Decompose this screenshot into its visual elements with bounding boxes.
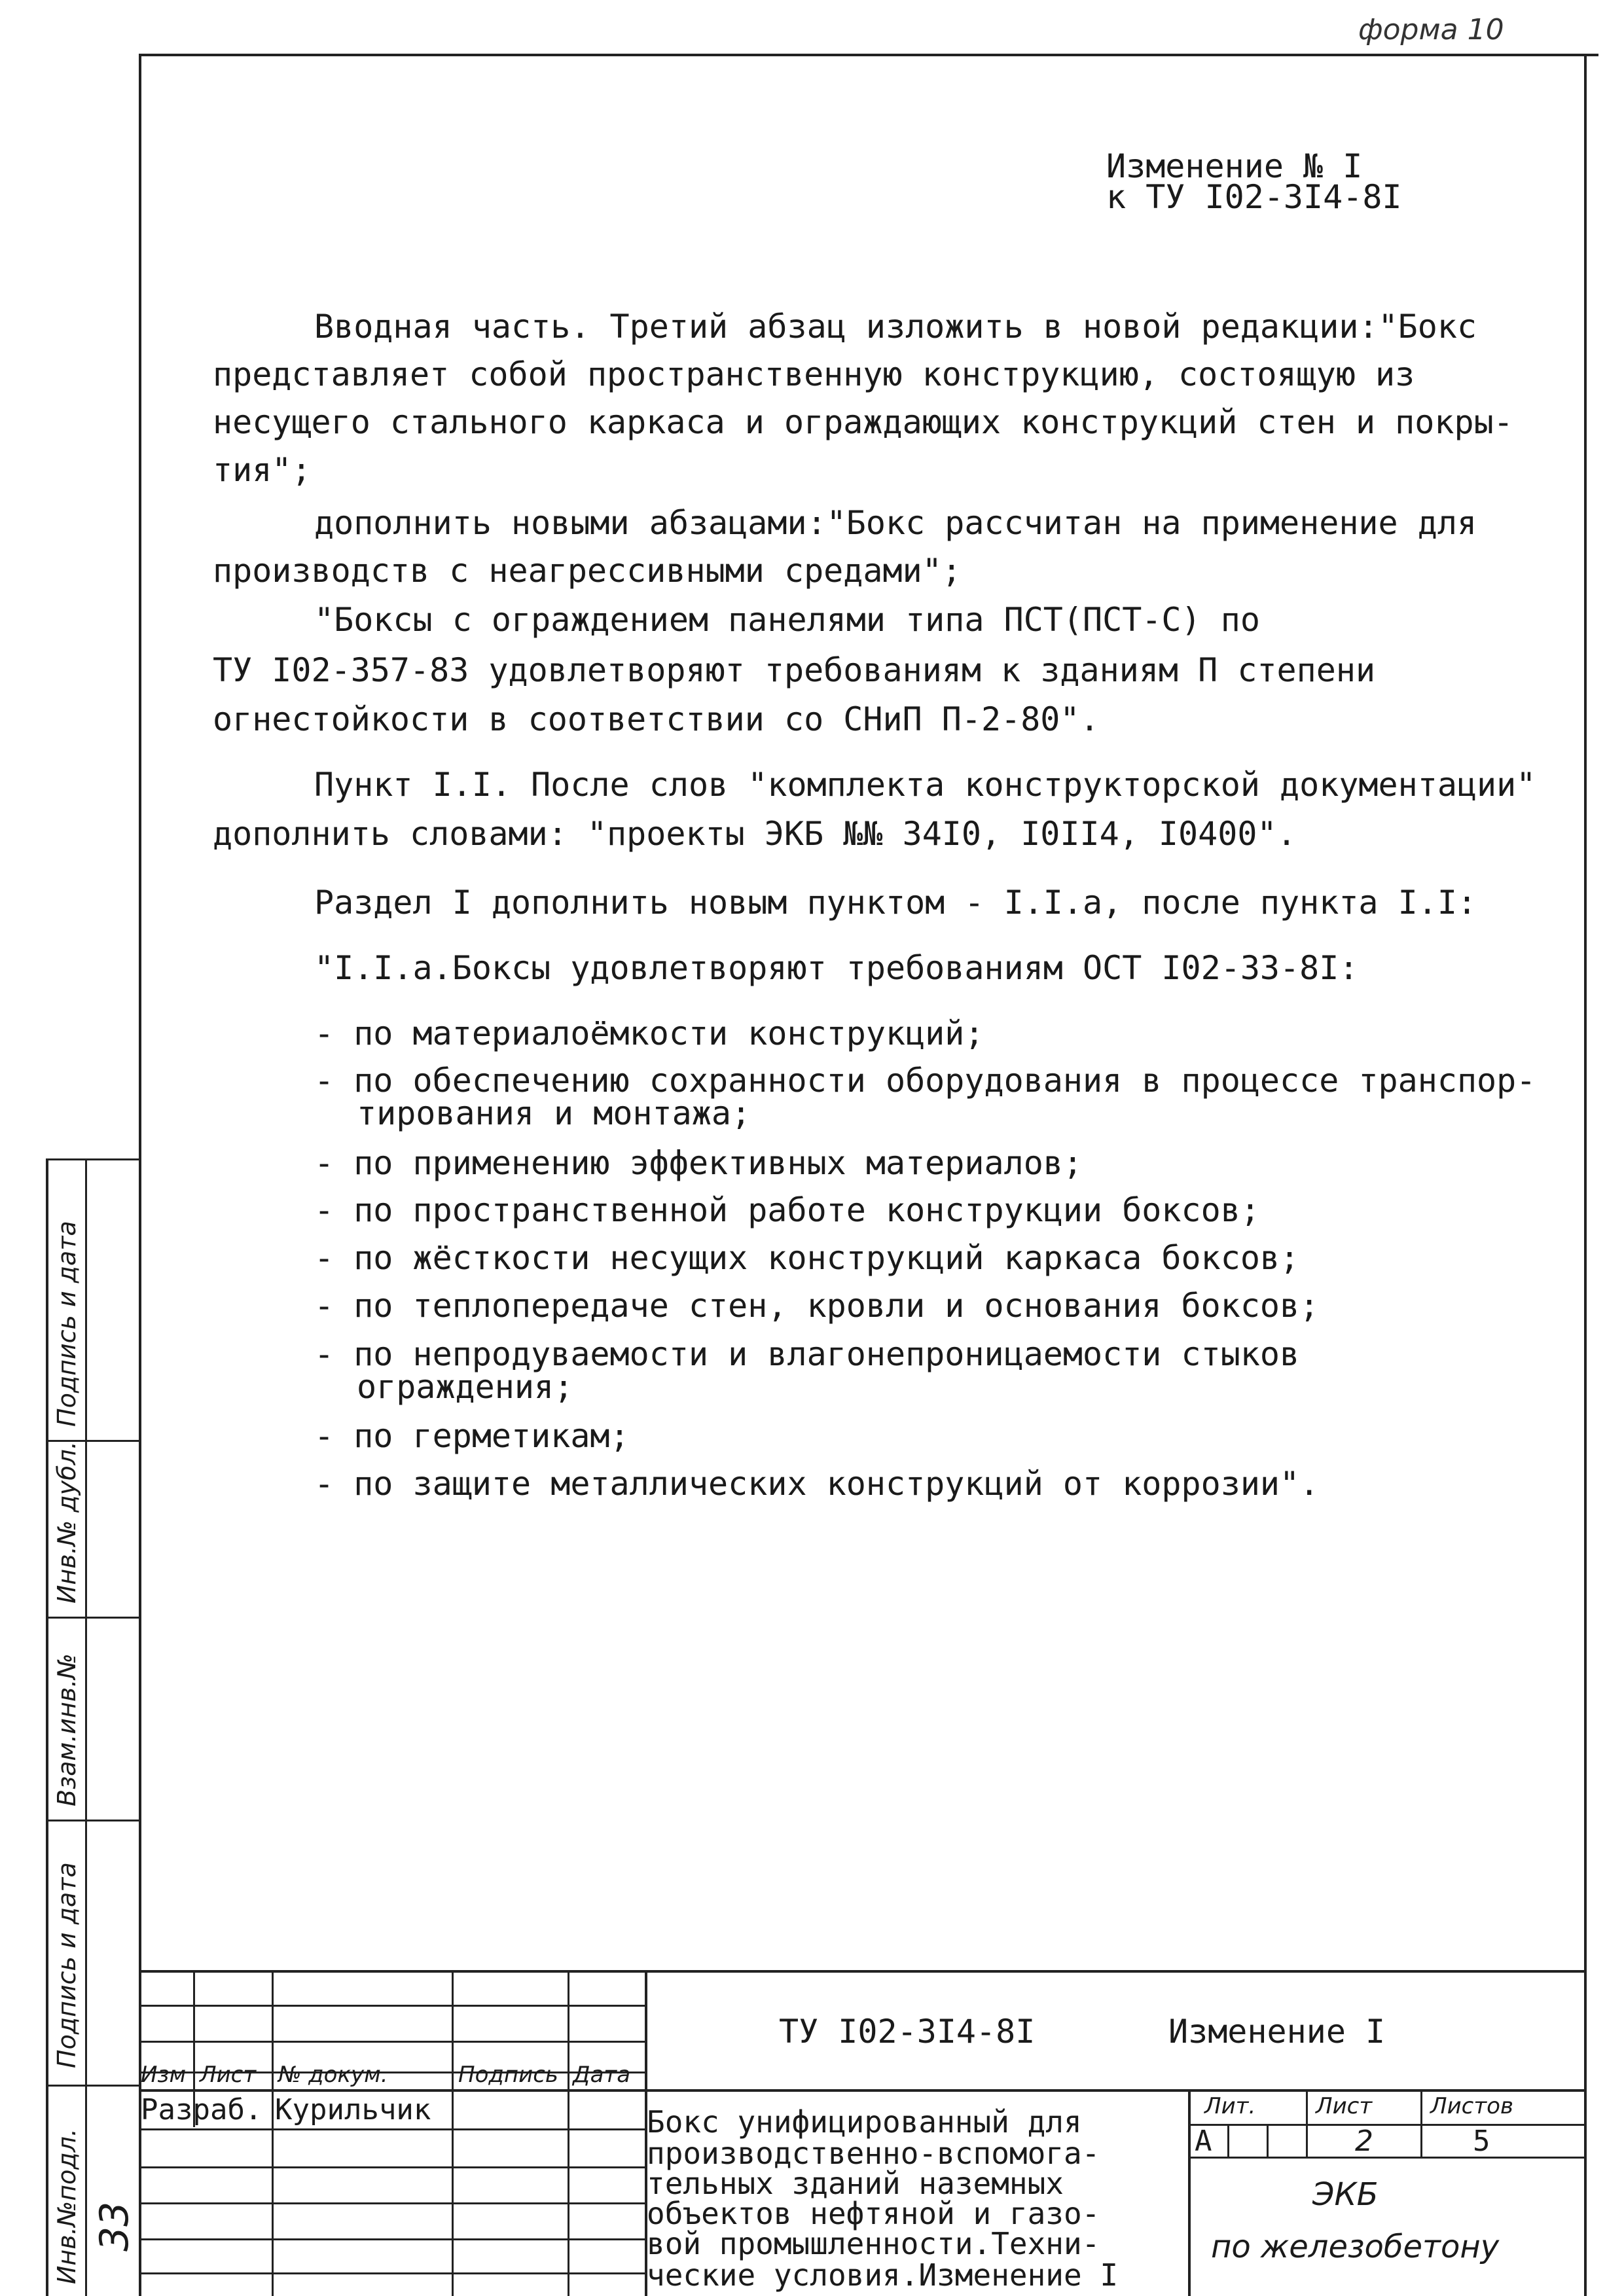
frame-left — [139, 54, 141, 2296]
vzam-inv-label: Взам.инв.№ — [52, 1653, 81, 1806]
list-item-continuation: ограждения; — [357, 1368, 574, 1406]
tb-lit-cell — [1267, 2124, 1269, 2158]
tb-right-row — [1188, 2124, 1587, 2126]
tb-org-line2: по железобетону — [1211, 2229, 1500, 2265]
body-line: Пункт I.I. После слов "комплекта конструкторской документации" — [314, 766, 1536, 804]
tb-row — [139, 2041, 646, 2043]
list-item: - по герметикам; — [314, 1417, 630, 1455]
tb-col — [452, 1970, 454, 2296]
tb-developer-role: Разраб. — [141, 2093, 262, 2126]
body-line: "Боксы с ограждением панелями типа ПСТ(ПСТ-С) по — [314, 601, 1260, 639]
body-line: "I.I.а.Боксы удовлетворяют требованиям ОСТ I02-33-8I: — [314, 949, 1359, 987]
list-item: - по пространственной работе конструкции боксов; — [314, 1191, 1260, 1229]
tb-row — [139, 2272, 646, 2274]
body-line: представляет собой пространственную конструкцию, состоящую из — [213, 355, 1415, 393]
body-line: тия"; — [213, 451, 312, 489]
side-strip-top — [46, 1158, 141, 1160]
tb-col-header: Подпись — [458, 2062, 558, 2088]
tb-sheet-value: 2 — [1355, 2125, 1373, 2158]
tb-sheets-value: 5 — [1473, 2125, 1490, 2158]
inv-dup-label: Инв.№ дубл. — [52, 1441, 81, 1604]
frame-right — [1584, 54, 1587, 2296]
tb-right-col — [1306, 2089, 1308, 2158]
tb-col-header: Дата — [573, 2062, 631, 2088]
sig-date-label-top: Подпись и дата — [52, 1221, 81, 1427]
tb-col-header: Изм — [141, 2062, 187, 2088]
body-line: Вводная часть. Третий абзац изложить в новой редакции:"Бокс — [314, 308, 1477, 346]
body-line: ТУ I02-357-83 удовлетворяют требованиям к зданиям П степени — [213, 651, 1376, 689]
side-strip-sep — [46, 1820, 141, 1821]
body-line: Раздел I дополнить новым пунктом - I.I.а, после пункта I.I: — [314, 884, 1477, 922]
form-number-note: форма 10 — [1358, 13, 1504, 46]
tb-row — [139, 2202, 646, 2204]
frame-top — [139, 54, 1598, 56]
tb-desc-line: ческие условия.Изменение I — [647, 2257, 1119, 2293]
body-line: производств с неагрессивными средами"; — [213, 552, 962, 590]
tb-desc-line: производственно-вспомога- — [647, 2136, 1100, 2171]
list-item: - по жёсткости несущих конструкций каркаса боксов; — [314, 1239, 1300, 1277]
tb-top — [139, 1970, 1587, 1973]
tb-developer-name: Курильчик — [275, 2093, 431, 2126]
list-item: - по материалоёмкости конструкций; — [314, 1014, 984, 1052]
tb-lit-cell — [1227, 2124, 1229, 2158]
tb-doc-code: ТУ I02-3I4-8I — [779, 2013, 1036, 2051]
tb-org-line1: ЭКБ — [1312, 2176, 1379, 2213]
tb-right-col — [1188, 2089, 1191, 2296]
tb-lit-value: А — [1195, 2125, 1212, 2158]
tb-desc-line: вой промышленности.Техни- — [647, 2226, 1100, 2261]
tb-desc-line: объектов нефтяной и газо- — [647, 2196, 1100, 2231]
body-line: дополнить новыми абзацами:"Бокс рассчитан на применение для — [314, 504, 1477, 542]
tb-col-header: № докум. — [278, 2062, 388, 2088]
list-item: - по непродуваемости и влагонепроницаемости стыков — [314, 1335, 1300, 1373]
tb-right-col — [1420, 2089, 1422, 2158]
tb-row — [139, 2005, 646, 2007]
inv-orig-label: Инв.№подл. — [52, 2128, 81, 2284]
change-header-line1: Изменение № I — [1106, 147, 1363, 185]
tb-col — [568, 1970, 569, 2296]
list-item: - по защите металлических конструкций от коррозии". — [314, 1465, 1320, 1503]
side-strip-sep — [46, 2085, 141, 2087]
tb-sheet-label: Лист — [1316, 2093, 1373, 2119]
body-line: огнестойкости в соответствии со СНиП П-2-80". — [213, 700, 1100, 738]
sig-date-label-bottom: Подпись и дата — [52, 1862, 81, 2068]
tb-row — [139, 2166, 646, 2168]
body-line: дополнить словами: "проекты ЭКБ №№ 34I0, I0II4, I0400". — [213, 815, 1297, 853]
tb-desc-line: тельных зданий наземных — [647, 2166, 1064, 2201]
list-item: - по обеспечению сохранности оборудования в процессе транспор- — [314, 1062, 1536, 1100]
tb-col — [272, 1970, 274, 2296]
tb-change: Изменение I — [1168, 2013, 1386, 2051]
tb-row — [139, 2238, 646, 2240]
tb-col-header: Лист — [200, 2062, 257, 2088]
list-item: - по теплопередаче стен, кровли и основания боксов; — [314, 1287, 1320, 1325]
side-strip-sep — [46, 1617, 141, 1619]
tb-sheets-label: Листов — [1430, 2093, 1514, 2119]
side-strip-left — [46, 1158, 48, 2296]
tb-right-row — [1188, 2157, 1587, 2159]
list-item-continuation: тирования и монтажа; — [357, 1094, 751, 1132]
change-header-line2: к ТУ I02-3I4-8I — [1106, 178, 1402, 216]
tb-header-sep — [139, 2089, 1587, 2092]
tb-lit-label: Лит. — [1204, 2093, 1256, 2119]
side-strip-divider — [85, 1158, 87, 2296]
tb-row — [139, 2128, 646, 2130]
inv-number: 33 — [92, 2201, 137, 2251]
tb-desc-line: Бокс унифицированный для — [647, 2104, 1082, 2140]
body-line: несущего стального каркаса и ограждающих конструкций стен и покры- — [213, 403, 1513, 441]
list-item: - по применению эффективных материалов; — [314, 1144, 1083, 1182]
